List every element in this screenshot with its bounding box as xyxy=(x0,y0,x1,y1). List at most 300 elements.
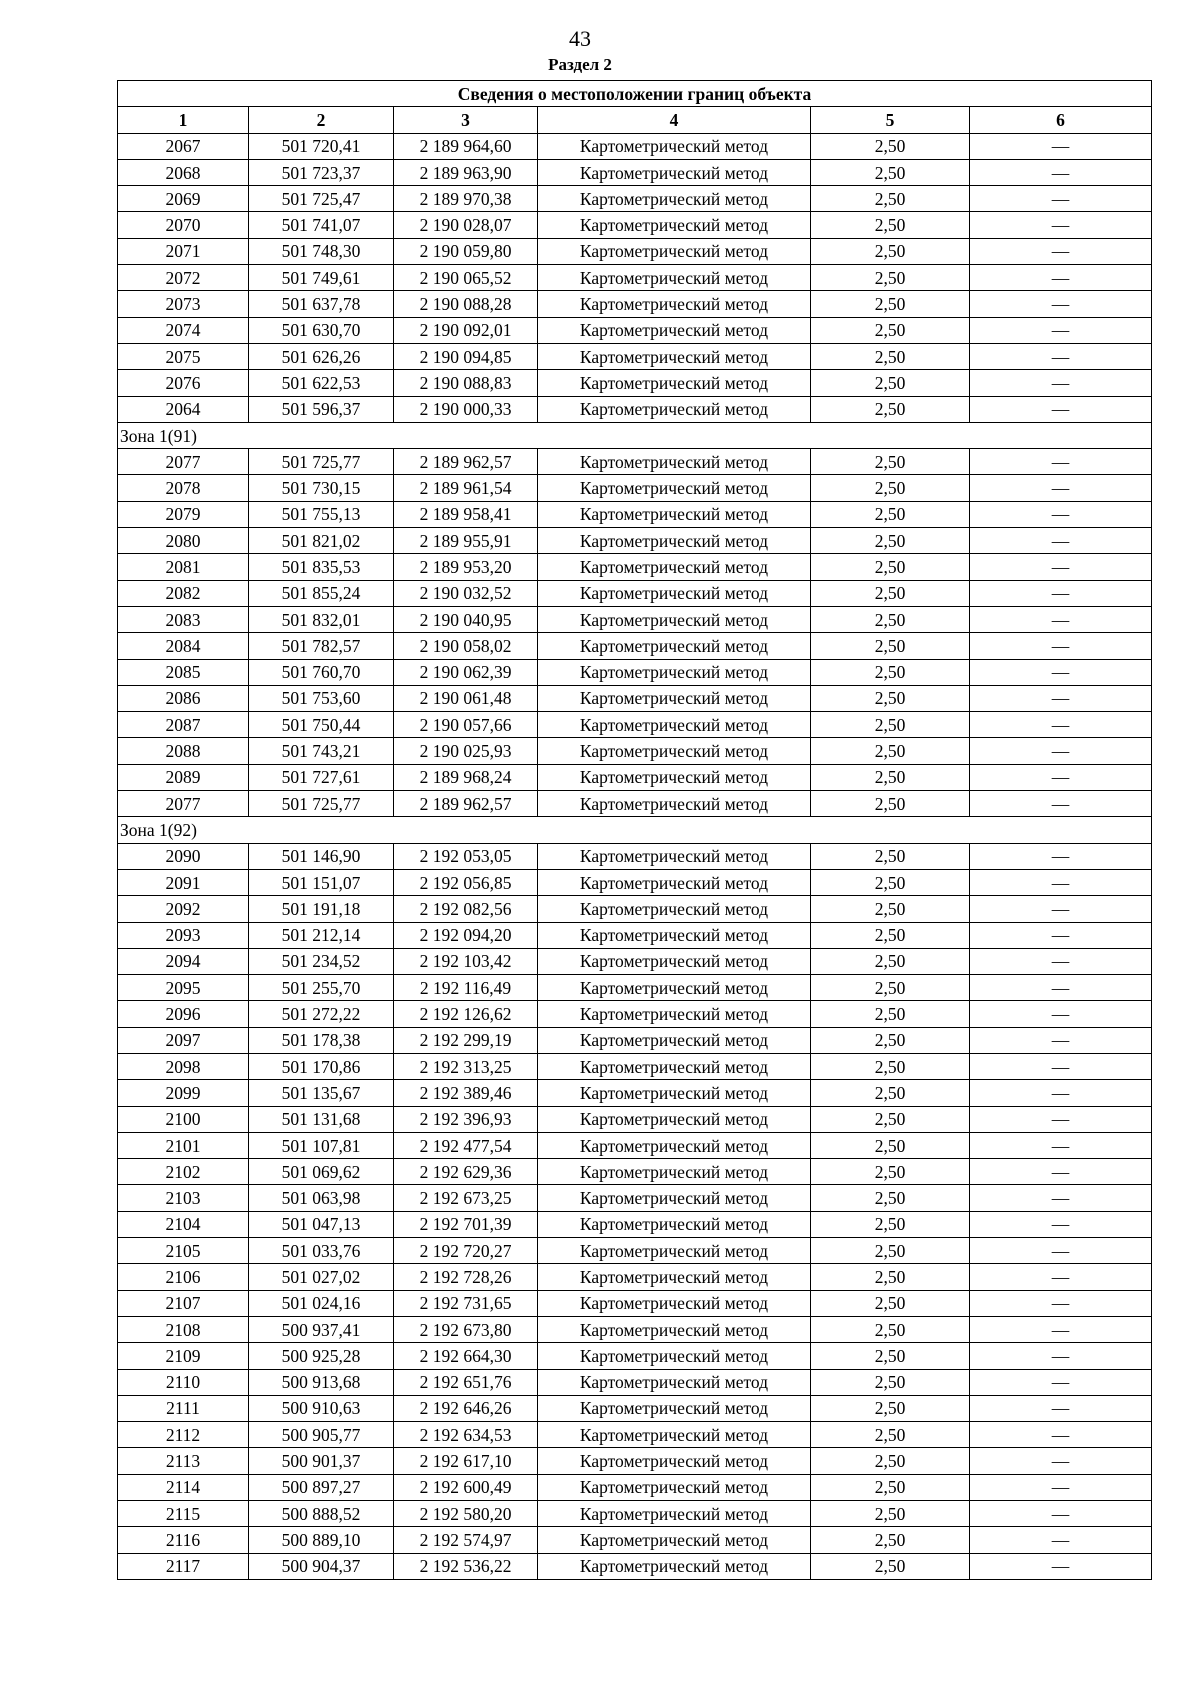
cell-x-coordinate: 501 725,77 xyxy=(249,791,394,817)
cell-x-coordinate: 500 897,27 xyxy=(249,1474,394,1500)
cell-accuracy: 2,50 xyxy=(811,1106,970,1132)
cell-y-coordinate: 2 190 062,39 xyxy=(394,659,538,685)
cell-x-coordinate: 501 255,70 xyxy=(249,975,394,1001)
cell-description: — xyxy=(970,843,1152,869)
cell-y-coordinate: 2 192 389,46 xyxy=(394,1080,538,1106)
cell-y-coordinate: 2 192 646,26 xyxy=(394,1395,538,1421)
table-row xyxy=(118,1185,1152,1211)
cell-y-coordinate: 2 192 673,80 xyxy=(394,1316,538,1342)
cell-point-number: 2077 xyxy=(118,791,249,817)
cell-x-coordinate: 501 748,30 xyxy=(249,238,394,264)
cell-method: Картометрический метод xyxy=(538,475,811,501)
table-row xyxy=(118,712,1152,738)
cell-method: Картометрический метод xyxy=(538,1106,811,1132)
table-row xyxy=(118,133,1152,159)
cell-point-number: 2100 xyxy=(118,1106,249,1132)
cell-point-number: 2099 xyxy=(118,1080,249,1106)
cell-y-coordinate: 2 192 313,25 xyxy=(394,1053,538,1079)
cell-accuracy: 2,50 xyxy=(811,948,970,974)
cell-point-number: 2083 xyxy=(118,606,249,632)
cell-description: — xyxy=(970,1290,1152,1316)
cell-accuracy: 2,50 xyxy=(811,659,970,685)
table-row xyxy=(118,528,1152,554)
table-row xyxy=(118,1211,1152,1237)
cell-accuracy: 2,50 xyxy=(811,1501,970,1527)
cell-description: — xyxy=(970,685,1152,711)
cell-x-coordinate: 501 191,18 xyxy=(249,896,394,922)
cell-description: — xyxy=(970,370,1152,396)
cell-method: Картометрический метод xyxy=(538,580,811,606)
cell-description: — xyxy=(970,475,1152,501)
cell-method: Картометрический метод xyxy=(538,738,811,764)
cell-accuracy: 2,50 xyxy=(811,1159,970,1185)
cell-point-number: 2093 xyxy=(118,922,249,948)
cell-method: Картометрический метод xyxy=(538,975,811,1001)
cell-description: — xyxy=(970,606,1152,632)
column-header-1: 1 xyxy=(118,107,249,133)
cell-x-coordinate: 500 905,77 xyxy=(249,1422,394,1448)
table-row xyxy=(118,869,1152,895)
cell-x-coordinate: 501 727,61 xyxy=(249,764,394,790)
cell-y-coordinate: 2 192 056,85 xyxy=(394,869,538,895)
cell-description: — xyxy=(970,659,1152,685)
cell-y-coordinate: 2 192 126,62 xyxy=(394,1001,538,1027)
table-row xyxy=(118,975,1152,1001)
cell-accuracy: 2,50 xyxy=(811,212,970,238)
cell-method: Картометрический метод xyxy=(538,186,811,212)
table-row xyxy=(118,238,1152,264)
cell-description: — xyxy=(970,1264,1152,1290)
cell-accuracy: 2,50 xyxy=(811,317,970,343)
cell-point-number: 2067 xyxy=(118,133,249,159)
cell-point-number: 2113 xyxy=(118,1448,249,1474)
cell-description: — xyxy=(970,1106,1152,1132)
cell-method: Картометрический метод xyxy=(538,843,811,869)
table-row xyxy=(118,1264,1152,1290)
cell-point-number: 2111 xyxy=(118,1395,249,1421)
cell-description: — xyxy=(970,343,1152,369)
cell-accuracy: 2,50 xyxy=(811,501,970,527)
cell-accuracy: 2,50 xyxy=(811,475,970,501)
table-row xyxy=(118,1395,1152,1421)
cell-x-coordinate: 501 212,14 xyxy=(249,922,394,948)
table-row xyxy=(118,1132,1152,1158)
cell-point-number: 2075 xyxy=(118,343,249,369)
cell-point-number: 2116 xyxy=(118,1527,249,1553)
cell-description: — xyxy=(970,133,1152,159)
cell-point-number: 2091 xyxy=(118,869,249,895)
cell-method: Картометрический метод xyxy=(538,1474,811,1500)
cell-x-coordinate: 501 741,07 xyxy=(249,212,394,238)
cell-y-coordinate: 2 190 057,66 xyxy=(394,712,538,738)
cell-method: Картометрический метод xyxy=(538,1422,811,1448)
cell-y-coordinate: 2 192 299,19 xyxy=(394,1027,538,1053)
table-row xyxy=(118,317,1152,343)
cell-y-coordinate: 2 190 000,33 xyxy=(394,396,538,422)
cell-x-coordinate: 501 596,37 xyxy=(249,396,394,422)
cell-accuracy: 2,50 xyxy=(811,843,970,869)
cell-method: Картометрический метод xyxy=(538,633,811,659)
cell-accuracy: 2,50 xyxy=(811,1264,970,1290)
cell-y-coordinate: 2 189 961,54 xyxy=(394,475,538,501)
cell-x-coordinate: 501 723,37 xyxy=(249,159,394,185)
cell-y-coordinate: 2 189 958,41 xyxy=(394,501,538,527)
cell-y-coordinate: 2 190 028,07 xyxy=(394,212,538,238)
cell-y-coordinate: 2 192 396,93 xyxy=(394,1106,538,1132)
cell-y-coordinate: 2 190 059,80 xyxy=(394,238,538,264)
table-caption: Сведения о местоположении границ объекта xyxy=(118,81,1152,107)
cell-method: Картометрический метод xyxy=(538,1290,811,1316)
cell-description: — xyxy=(970,1395,1152,1421)
column-header-5: 5 xyxy=(811,107,970,133)
cell-point-number: 2073 xyxy=(118,291,249,317)
cell-description: — xyxy=(970,712,1152,738)
cell-description: — xyxy=(970,896,1152,922)
cell-y-coordinate: 2 189 963,90 xyxy=(394,159,538,185)
cell-method: Картометрический метод xyxy=(538,659,811,685)
cell-accuracy: 2,50 xyxy=(811,896,970,922)
cell-point-number: 2109 xyxy=(118,1343,249,1369)
table-row xyxy=(118,159,1152,185)
cell-description: — xyxy=(970,1132,1152,1158)
cell-point-number: 2070 xyxy=(118,212,249,238)
section-title: Раздел 2 xyxy=(548,55,612,74)
cell-description: — xyxy=(970,764,1152,790)
cell-method: Картометрический метод xyxy=(538,317,811,343)
cell-y-coordinate: 2 192 094,20 xyxy=(394,922,538,948)
cell-description: — xyxy=(970,1053,1152,1079)
cell-y-coordinate: 2 189 962,57 xyxy=(394,791,538,817)
cell-accuracy: 2,50 xyxy=(811,791,970,817)
cell-x-coordinate: 501 832,01 xyxy=(249,606,394,632)
cell-accuracy: 2,50 xyxy=(811,1369,970,1395)
cell-method: Картометрический метод xyxy=(538,948,811,974)
cell-x-coordinate: 501 063,98 xyxy=(249,1185,394,1211)
cell-point-number: 2076 xyxy=(118,370,249,396)
cell-point-number: 2087 xyxy=(118,712,249,738)
cell-x-coordinate: 501 131,68 xyxy=(249,1106,394,1132)
table-row xyxy=(118,948,1152,974)
cell-method: Картометрический метод xyxy=(538,1343,811,1369)
cell-method: Картометрический метод xyxy=(538,554,811,580)
cell-accuracy: 2,50 xyxy=(811,1080,970,1106)
cell-accuracy: 2,50 xyxy=(811,343,970,369)
table-row xyxy=(118,1553,1152,1579)
column-header-6: 6 xyxy=(970,107,1152,133)
table-row xyxy=(118,1053,1152,1079)
table-row xyxy=(118,475,1152,501)
cell-point-number: 2107 xyxy=(118,1290,249,1316)
cell-accuracy: 2,50 xyxy=(811,186,970,212)
cell-x-coordinate: 501 047,13 xyxy=(249,1211,394,1237)
cell-x-coordinate: 500 904,37 xyxy=(249,1553,394,1579)
cell-description: — xyxy=(970,1369,1152,1395)
cell-y-coordinate: 2 192 116,49 xyxy=(394,975,538,1001)
table-row xyxy=(118,1422,1152,1448)
cell-x-coordinate: 501 027,02 xyxy=(249,1264,394,1290)
table-row xyxy=(118,1316,1152,1342)
cell-y-coordinate: 2 189 962,57 xyxy=(394,449,538,475)
cell-method: Картометрический метод xyxy=(538,1185,811,1211)
cell-method: Картометрический метод xyxy=(538,159,811,185)
cell-y-coordinate: 2 189 970,38 xyxy=(394,186,538,212)
cell-accuracy: 2,50 xyxy=(811,1316,970,1342)
cell-x-coordinate: 501 749,61 xyxy=(249,265,394,291)
table-row xyxy=(118,1159,1152,1185)
cell-x-coordinate: 501 622,53 xyxy=(249,370,394,396)
cell-accuracy: 2,50 xyxy=(811,554,970,580)
cell-y-coordinate: 2 189 968,24 xyxy=(394,764,538,790)
table-row xyxy=(118,501,1152,527)
cell-description: — xyxy=(970,1211,1152,1237)
table-row xyxy=(118,291,1152,317)
cell-description: — xyxy=(970,791,1152,817)
cell-accuracy: 2,50 xyxy=(811,1290,970,1316)
cell-accuracy: 2,50 xyxy=(811,712,970,738)
table-row xyxy=(118,843,1152,869)
cell-method: Картометрический метод xyxy=(538,501,811,527)
cell-description: — xyxy=(970,1422,1152,1448)
cell-description: — xyxy=(970,449,1152,475)
cell-point-number: 2115 xyxy=(118,1501,249,1527)
cell-method: Картометрический метод xyxy=(538,1080,811,1106)
table-row xyxy=(118,580,1152,606)
table-row xyxy=(118,449,1152,475)
cell-accuracy: 2,50 xyxy=(811,370,970,396)
cell-point-number: 2086 xyxy=(118,685,249,711)
cell-description: — xyxy=(970,1343,1152,1369)
cell-accuracy: 2,50 xyxy=(811,1527,970,1553)
cell-x-coordinate: 501 755,13 xyxy=(249,501,394,527)
cell-point-number: 2080 xyxy=(118,528,249,554)
cell-method: Картометрический метод xyxy=(538,1264,811,1290)
cell-x-coordinate: 501 821,02 xyxy=(249,528,394,554)
cell-x-coordinate: 501 753,60 xyxy=(249,685,394,711)
cell-method: Картометрический метод xyxy=(538,764,811,790)
cell-method: Картометрический метод xyxy=(538,1132,811,1158)
table-row xyxy=(118,1238,1152,1264)
cell-x-coordinate: 501 855,24 xyxy=(249,580,394,606)
cell-y-coordinate: 2 192 673,25 xyxy=(394,1185,538,1211)
cell-point-number: 2064 xyxy=(118,396,249,422)
cell-x-coordinate: 501 178,38 xyxy=(249,1027,394,1053)
table-row xyxy=(118,212,1152,238)
cell-accuracy: 2,50 xyxy=(811,1211,970,1237)
table-row xyxy=(118,633,1152,659)
cell-y-coordinate: 2 190 040,95 xyxy=(394,606,538,632)
cell-x-coordinate: 501 730,15 xyxy=(249,475,394,501)
cell-description: — xyxy=(970,1080,1152,1106)
cell-method: Картометрический метод xyxy=(538,1553,811,1579)
cell-description: — xyxy=(970,1501,1152,1527)
cell-x-coordinate: 501 151,07 xyxy=(249,869,394,895)
cell-y-coordinate: 2 192 536,22 xyxy=(394,1553,538,1579)
table-row xyxy=(118,343,1152,369)
cell-x-coordinate: 501 170,86 xyxy=(249,1053,394,1079)
cell-point-number: 2089 xyxy=(118,764,249,790)
table-row xyxy=(118,922,1152,948)
table-row xyxy=(118,1369,1152,1395)
cell-accuracy: 2,50 xyxy=(811,1001,970,1027)
cell-method: Картометрический метод xyxy=(538,1001,811,1027)
table-row xyxy=(118,1501,1152,1527)
cell-x-coordinate: 500 937,41 xyxy=(249,1316,394,1342)
cell-method: Картометрический метод xyxy=(538,1027,811,1053)
cell-point-number: 2095 xyxy=(118,975,249,1001)
cell-point-number: 2084 xyxy=(118,633,249,659)
table-row xyxy=(118,1106,1152,1132)
cell-y-coordinate: 2 189 964,60 xyxy=(394,133,538,159)
cell-method: Картометрический метод xyxy=(538,712,811,738)
cell-point-number: 2106 xyxy=(118,1264,249,1290)
table-body xyxy=(118,133,1152,1579)
cell-method: Картометрический метод xyxy=(538,896,811,922)
cell-y-coordinate: 2 190 058,02 xyxy=(394,633,538,659)
table-row xyxy=(118,896,1152,922)
cell-x-coordinate: 501 107,81 xyxy=(249,1132,394,1158)
cell-accuracy: 2,50 xyxy=(811,449,970,475)
cell-accuracy: 2,50 xyxy=(811,922,970,948)
cell-description: — xyxy=(970,1527,1152,1553)
cell-y-coordinate: 2 192 617,10 xyxy=(394,1448,538,1474)
cell-accuracy: 2,50 xyxy=(811,291,970,317)
table-row xyxy=(118,1080,1152,1106)
cell-point-number: 2103 xyxy=(118,1185,249,1211)
cell-method: Картометрический метод xyxy=(538,265,811,291)
cell-y-coordinate: 2 192 728,26 xyxy=(394,1264,538,1290)
cell-accuracy: 2,50 xyxy=(811,633,970,659)
table-row xyxy=(118,1448,1152,1474)
cell-accuracy: 2,50 xyxy=(811,1474,970,1500)
cell-description: — xyxy=(970,265,1152,291)
cell-x-coordinate: 501 146,90 xyxy=(249,843,394,869)
cell-description: — xyxy=(970,1474,1152,1500)
cell-method: Картометрический метод xyxy=(538,791,811,817)
cell-accuracy: 2,50 xyxy=(811,159,970,185)
cell-method: Картометрический метод xyxy=(538,291,811,317)
page-number: 43 xyxy=(569,26,591,51)
cell-point-number: 2068 xyxy=(118,159,249,185)
cell-y-coordinate: 2 192 629,36 xyxy=(394,1159,538,1185)
cell-description: — xyxy=(970,633,1152,659)
cell-method: Картометрический метод xyxy=(538,1448,811,1474)
cell-point-number: 2079 xyxy=(118,501,249,527)
cell-method: Картометрический метод xyxy=(538,685,811,711)
cell-y-coordinate: 2 192 701,39 xyxy=(394,1211,538,1237)
cell-method: Картометрический метод xyxy=(538,212,811,238)
cell-x-coordinate: 501 750,44 xyxy=(249,712,394,738)
cell-point-number: 2105 xyxy=(118,1238,249,1264)
cell-accuracy: 2,50 xyxy=(811,580,970,606)
cell-x-coordinate: 501 033,76 xyxy=(249,1238,394,1264)
boundary-table xyxy=(117,80,1152,1580)
cell-x-coordinate: 501 135,67 xyxy=(249,1080,394,1106)
table-row xyxy=(118,396,1152,422)
cell-method: Картометрический метод xyxy=(538,922,811,948)
cell-point-number: 2072 xyxy=(118,265,249,291)
cell-description: — xyxy=(970,1001,1152,1027)
cell-point-number: 2082 xyxy=(118,580,249,606)
cell-method: Картометрический метод xyxy=(538,1053,811,1079)
cell-accuracy: 2,50 xyxy=(811,606,970,632)
cell-x-coordinate: 500 913,68 xyxy=(249,1369,394,1395)
cell-method: Картометрический метод xyxy=(538,343,811,369)
cell-description: — xyxy=(970,948,1152,974)
zone-row xyxy=(118,422,1152,448)
cell-x-coordinate: 500 888,52 xyxy=(249,1501,394,1527)
table-row xyxy=(118,370,1152,396)
cell-method: Картометрический метод xyxy=(538,1369,811,1395)
zone-row xyxy=(118,817,1152,843)
cell-y-coordinate: 2 192 720,27 xyxy=(394,1238,538,1264)
table-row xyxy=(118,265,1152,291)
cell-x-coordinate: 501 720,41 xyxy=(249,133,394,159)
zone-label: Зона 1(91) xyxy=(118,422,1152,448)
table-row xyxy=(118,738,1152,764)
cell-y-coordinate: 2 192 634,53 xyxy=(394,1422,538,1448)
cell-accuracy: 2,50 xyxy=(811,1448,970,1474)
table-row xyxy=(118,659,1152,685)
cell-x-coordinate: 501 743,21 xyxy=(249,738,394,764)
cell-x-coordinate: 500 910,63 xyxy=(249,1395,394,1421)
cell-y-coordinate: 2 190 025,93 xyxy=(394,738,538,764)
cell-y-coordinate: 2 192 580,20 xyxy=(394,1501,538,1527)
table-row xyxy=(118,685,1152,711)
cell-accuracy: 2,50 xyxy=(811,265,970,291)
column-header-3: 3 xyxy=(394,107,538,133)
cell-description: — xyxy=(970,212,1152,238)
cell-method: Картометрический метод xyxy=(538,370,811,396)
cell-description: — xyxy=(970,1159,1152,1185)
cell-description: — xyxy=(970,1316,1152,1342)
cell-y-coordinate: 2 192 600,49 xyxy=(394,1474,538,1500)
cell-y-coordinate: 2 189 955,91 xyxy=(394,528,538,554)
cell-x-coordinate: 501 725,77 xyxy=(249,449,394,475)
table-row xyxy=(118,764,1152,790)
cell-y-coordinate: 2 192 731,65 xyxy=(394,1290,538,1316)
cell-y-coordinate: 2 189 953,20 xyxy=(394,554,538,580)
table-row xyxy=(118,1001,1152,1027)
cell-point-number: 2104 xyxy=(118,1211,249,1237)
table-header-row xyxy=(118,107,1152,133)
cell-x-coordinate: 501 626,26 xyxy=(249,343,394,369)
cell-point-number: 2096 xyxy=(118,1001,249,1027)
table-row xyxy=(118,1027,1152,1053)
cell-point-number: 2085 xyxy=(118,659,249,685)
cell-point-number: 2071 xyxy=(118,238,249,264)
cell-method: Картометрический метод xyxy=(538,1159,811,1185)
cell-accuracy: 2,50 xyxy=(811,1053,970,1079)
cell-accuracy: 2,50 xyxy=(811,1395,970,1421)
cell-y-coordinate: 2 192 477,54 xyxy=(394,1132,538,1158)
table-row xyxy=(118,1527,1152,1553)
cell-y-coordinate: 2 190 092,01 xyxy=(394,317,538,343)
cell-description: — xyxy=(970,1238,1152,1264)
cell-method: Картометрический метод xyxy=(538,1316,811,1342)
cell-point-number: 2112 xyxy=(118,1422,249,1448)
cell-y-coordinate: 2 192 103,42 xyxy=(394,948,538,974)
cell-description: — xyxy=(970,922,1152,948)
cell-point-number: 2098 xyxy=(118,1053,249,1079)
zone-label: Зона 1(92) xyxy=(118,817,1152,843)
cell-method: Картометрический метод xyxy=(538,449,811,475)
cell-accuracy: 2,50 xyxy=(811,869,970,895)
cell-point-number: 2074 xyxy=(118,317,249,343)
cell-x-coordinate: 501 835,53 xyxy=(249,554,394,580)
cell-method: Картометрический метод xyxy=(538,133,811,159)
cell-x-coordinate: 500 925,28 xyxy=(249,1343,394,1369)
cell-y-coordinate: 2 190 065,52 xyxy=(394,265,538,291)
